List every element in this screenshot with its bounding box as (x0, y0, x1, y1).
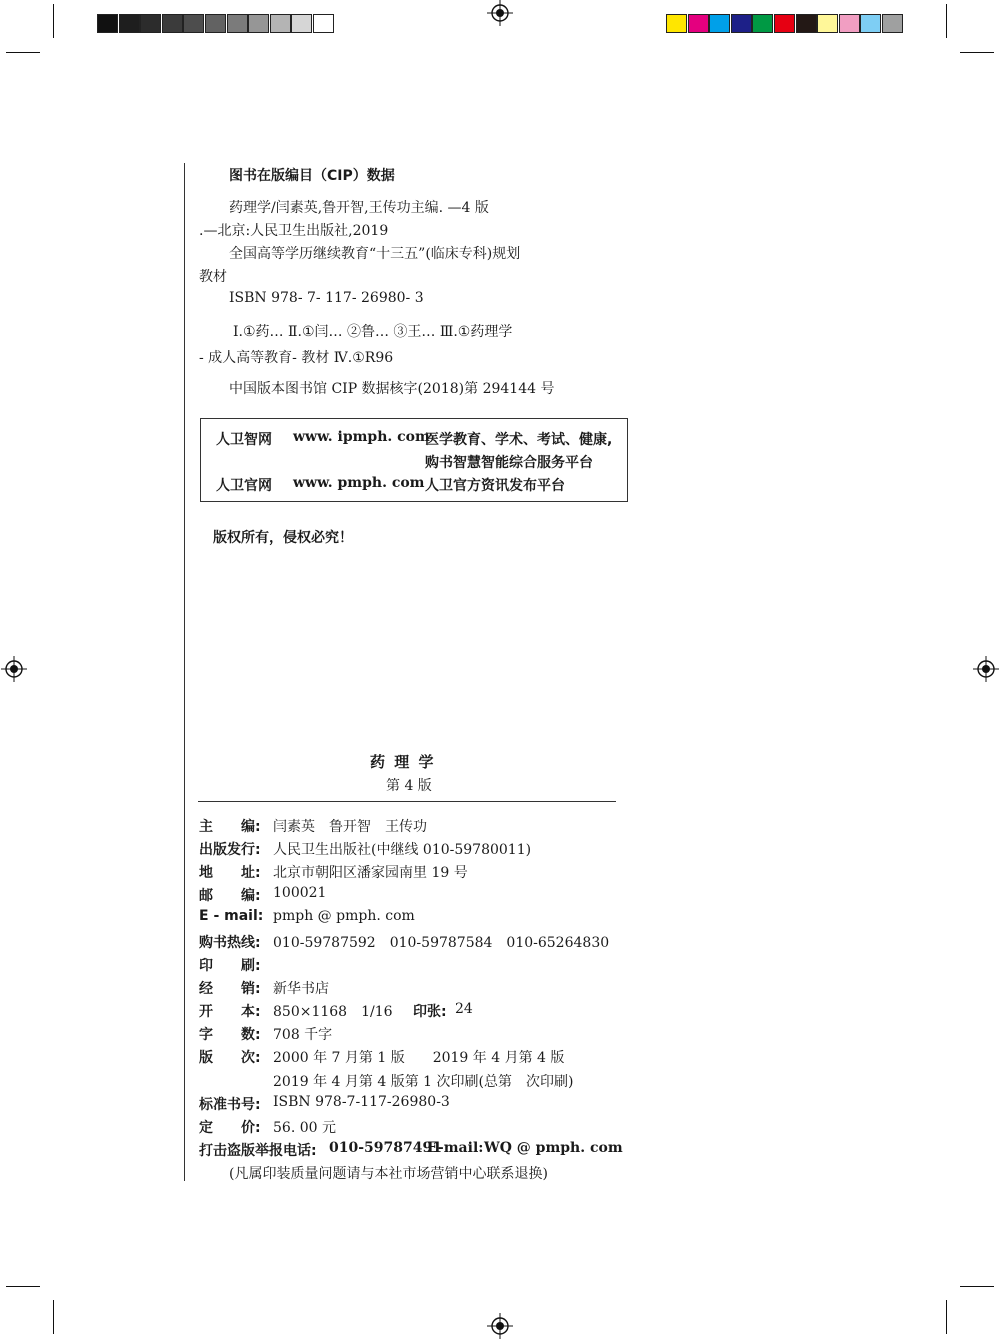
imprint-value: 2019 年 4 月第 4 版第 1 次印刷(总第 次印刷) (273, 1074, 574, 1090)
crop-mark (53, 1300, 54, 1334)
registration-mark-icon (487, 0, 513, 26)
imprint-label: 出版发行: (199, 842, 261, 858)
book-edition: 第 4 版 (386, 778, 432, 794)
cip-line: 药理学/闫素英,鲁开智,王传功主编. —4 版 (229, 200, 489, 216)
gray-swatch (162, 14, 183, 33)
cip-line: ISBN 978- 7- 117- 26980- 3 (229, 290, 424, 306)
imprint-label: 经 销: (199, 981, 261, 997)
imprint-label: E - mail: (199, 908, 264, 924)
color-swatch (709, 14, 730, 33)
piracy-email-label: E-mail: (427, 1140, 484, 1156)
color-swatch (882, 14, 903, 33)
website-desc: 购书智慧智能综合服务平台 (425, 455, 593, 471)
imprint-value: ISBN 978-7-117-26980-3 (273, 1094, 450, 1110)
imprint-value: 56. 00 元 (273, 1120, 336, 1136)
color-swatch (666, 14, 687, 33)
imprint-label: 开 本: (199, 1004, 261, 1020)
quality-note: (凡属印装质量问题请与本社市场营销中心联系退换) (229, 1166, 548, 1182)
imprint-value: pmph @ pmph. com (273, 908, 415, 924)
color-swatch (839, 14, 860, 33)
imprint-value: 708 千字 (273, 1027, 333, 1043)
color-swatch (731, 14, 752, 33)
book-title: 药 理 学 (370, 753, 436, 771)
cip-line: 中国版本图书馆 CIP 数据核字(2018)第 294144 号 (229, 381, 555, 397)
gray-swatch (270, 14, 291, 33)
crop-mark (946, 1300, 947, 1334)
registration-mark-icon (973, 656, 999, 682)
piracy-hotline-label: 打击盗版举报电话: (199, 1143, 317, 1159)
copyright-notice: 版权所有，侵权必究！ (213, 530, 353, 546)
color-swatch (688, 14, 709, 33)
crop-mark (960, 52, 994, 53)
print-sheets-value: 24 (455, 1001, 473, 1017)
color-swatch (817, 14, 838, 33)
cip-line: .—北京:人民卫生出版社,2019 (199, 223, 389, 239)
imprint-value: 2000 年 7 月第 1 版 2019 年 4 月第 4 版 (273, 1050, 565, 1066)
gray-swatch (248, 14, 269, 33)
color-swatch (774, 14, 795, 33)
imprint-label: 字 数: (199, 1027, 261, 1043)
imprint-value: 北京市朝阳区潘家园南里 19 号 (273, 865, 468, 881)
imprint-label: 地 址: (199, 865, 261, 881)
color-swatch (752, 14, 773, 33)
imprint-value: 010-59787592 010-59787584 010-65264830 (273, 935, 610, 951)
crop-mark (6, 52, 40, 53)
piracy-email[interactable]: WQ @ pmph. com (484, 1140, 623, 1156)
color-swatch (860, 14, 881, 33)
imprint-label: 定 价: (199, 1120, 261, 1136)
imprint-value: 人民卫生出版社(中继线 010-59780011) (273, 842, 532, 858)
imprint-value: 100021 (273, 885, 327, 901)
website-url[interactable]: www. pmph. com (293, 475, 425, 491)
imprint-label: 版 次: (199, 1050, 261, 1066)
gray-swatch (313, 14, 334, 33)
registration-mark-icon (1, 656, 27, 682)
cip-heading: 图书在版编目（CIP）数据 (229, 168, 395, 184)
imprint-label: 邮 编: (199, 888, 261, 904)
imprint-value: 闫素英 鲁开智 王传功 (273, 819, 427, 835)
website-name: 人卫智网 (216, 432, 272, 448)
gray-swatch (97, 14, 118, 33)
gray-swatch (140, 14, 161, 33)
website-name: 人卫官网 (216, 478, 272, 494)
gray-swatch (205, 14, 226, 33)
imprint-label: 主 编: (199, 819, 261, 835)
crop-mark (53, 4, 54, 38)
imprint-label: 标准书号: (199, 1097, 261, 1113)
website-url[interactable]: www. ipmph. com (293, 429, 430, 445)
gray-swatch (119, 14, 140, 33)
website-desc: 医学教育、学术、考试、健康, (425, 432, 613, 448)
crop-mark (946, 4, 947, 38)
cip-line: - 成人高等教育- 教材 Ⅳ.①R96 (199, 350, 394, 366)
gray-swatch (227, 14, 248, 33)
cip-line: 教材 (199, 269, 227, 285)
print-sheets-label: 印张: (413, 1004, 447, 1020)
imprint-label: 印 刷: (199, 958, 261, 974)
imprint-value: 新华书店 (273, 981, 329, 997)
gutter-line (184, 163, 185, 1181)
cip-line: Ⅰ.①药… Ⅱ.①闫… ②鲁… ③王… Ⅲ.①药理学 (233, 324, 513, 340)
imprint-value: 850×1168 1/16 (273, 1004, 393, 1020)
piracy-hotline-phone: 010-59787491 (329, 1140, 442, 1156)
website-desc: 人卫官方资讯发布平台 (425, 478, 565, 494)
gray-swatch (183, 14, 204, 33)
crop-mark (960, 1286, 994, 1287)
cip-line: 全国高等学历继续教育“十三五”(临床专科)规划 (229, 246, 521, 262)
color-swatch (796, 14, 817, 33)
divider (198, 801, 616, 802)
imprint-label: 购书热线: (199, 935, 261, 951)
crop-mark (6, 1286, 40, 1287)
registration-mark-icon (487, 1313, 513, 1339)
gray-swatch (291, 14, 312, 33)
